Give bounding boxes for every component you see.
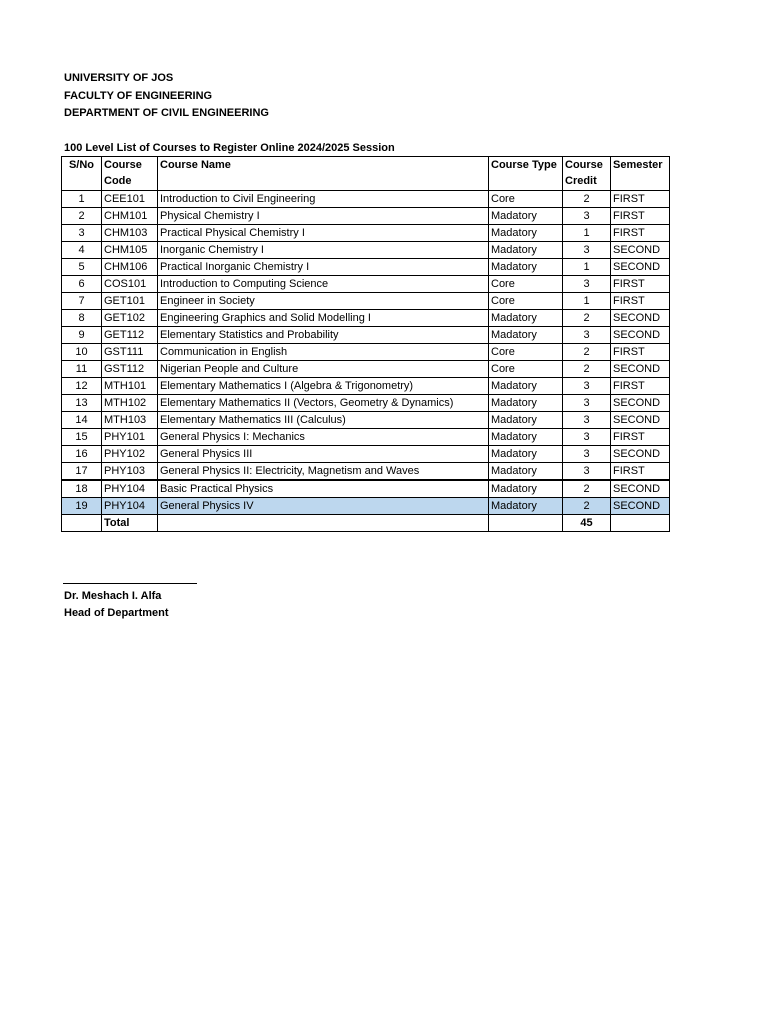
cell-course-code: PHY104	[102, 498, 158, 515]
total-label: Total	[102, 515, 158, 532]
cell-course-name: Physical Chemistry I	[158, 208, 489, 225]
cell-semester: FIRST	[611, 208, 670, 225]
col-header-semester: Semester	[611, 157, 670, 191]
total-empty-type	[489, 515, 563, 532]
total-empty-name	[158, 515, 489, 532]
cell-sno: 7	[62, 293, 102, 310]
cell-course-credit: 1	[563, 259, 611, 276]
cell-course-name: Elementary Mathematics I (Algebra & Trigonometry)	[158, 378, 489, 395]
table-row	[62, 242, 670, 259]
cell-course-credit: 2	[563, 361, 611, 378]
cell-course-credit: 3	[563, 327, 611, 344]
table-row	[62, 446, 670, 463]
table-row	[62, 327, 670, 344]
cell-course-type: Core	[489, 293, 563, 310]
cell-course-code: CHM106	[102, 259, 158, 276]
table-row	[62, 378, 670, 395]
cell-semester: FIRST	[611, 463, 670, 481]
cell-semester: SECOND	[611, 361, 670, 378]
cell-course-type: Core	[489, 344, 563, 361]
cell-course-credit: 3	[563, 463, 611, 481]
cell-course-name: Inorganic Chemistry I	[158, 242, 489, 259]
table-row	[62, 293, 670, 310]
cell-course-credit: 2	[563, 191, 611, 208]
cell-course-code: COS101	[102, 276, 158, 293]
cell-course-code: MTH103	[102, 412, 158, 429]
cell-course-type: Madatory	[489, 310, 563, 327]
table-row	[62, 259, 670, 276]
cell-course-name: Elementary Mathematics II (Vectors, Geometry & Dynamics)	[158, 395, 489, 412]
cell-course-code: MTH102	[102, 395, 158, 412]
col-header-course-code: Course Code	[102, 157, 158, 191]
table-row	[62, 498, 670, 515]
cell-semester: SECOND	[611, 310, 670, 327]
list-title: 100 Level List of Courses to Register Online 2024/2025 Session	[64, 142, 395, 154]
cell-sno: 14	[62, 412, 102, 429]
university-name: UNIVERSITY OF JOS	[64, 72, 174, 84]
cell-course-type: Core	[489, 361, 563, 378]
cell-sno: 8	[62, 310, 102, 327]
cell-course-name: General Physics II: Electricity, Magnetism and Waves	[158, 463, 489, 481]
cell-course-name: General Physics III	[158, 446, 489, 463]
cell-semester: FIRST	[611, 276, 670, 293]
total-credit: 45	[563, 515, 611, 532]
cell-course-type: Madatory	[489, 463, 563, 481]
cell-semester: FIRST	[611, 293, 670, 310]
cell-course-name: Communication in English	[158, 344, 489, 361]
cell-course-credit: 3	[563, 208, 611, 225]
cell-sno: 11	[62, 361, 102, 378]
table-row	[62, 208, 670, 225]
cell-sno: 17	[62, 463, 102, 481]
cell-course-type: Madatory	[489, 498, 563, 515]
cell-sno: 1	[62, 191, 102, 208]
cell-course-credit: 1	[563, 225, 611, 242]
cell-course-type: Core	[489, 191, 563, 208]
table-row	[62, 276, 670, 293]
cell-course-code: PHY101	[102, 429, 158, 446]
table-row	[62, 225, 670, 242]
cell-course-type: Madatory	[489, 327, 563, 344]
cell-course-code: GET112	[102, 327, 158, 344]
cell-course-name: Practical Inorganic Chemistry I	[158, 259, 489, 276]
cell-course-credit: 2	[563, 480, 611, 498]
cell-course-name: Elementary Statistics and Probability	[158, 327, 489, 344]
table-row	[62, 429, 670, 446]
cell-course-type: Madatory	[489, 480, 563, 498]
cell-semester: SECOND	[611, 498, 670, 515]
cell-course-name: Practical Physical Chemistry I	[158, 225, 489, 242]
cell-course-code: PHY104	[102, 480, 158, 498]
cell-semester: SECOND	[611, 412, 670, 429]
cell-course-type: Madatory	[489, 395, 563, 412]
table-row	[62, 395, 670, 412]
cell-course-code: PHY102	[102, 446, 158, 463]
cell-course-code: CHM103	[102, 225, 158, 242]
col-header-sno: S/No	[62, 157, 102, 191]
table-row	[62, 191, 670, 208]
cell-semester: FIRST	[611, 191, 670, 208]
cell-sno: 4	[62, 242, 102, 259]
cell-course-code: CHM105	[102, 242, 158, 259]
cell-course-type: Madatory	[489, 225, 563, 242]
cell-course-name: Introduction to Computing Science	[158, 276, 489, 293]
department-name: DEPARTMENT OF CIVIL ENGINEERING	[64, 107, 269, 119]
cell-course-type: Madatory	[489, 378, 563, 395]
table-row	[62, 463, 670, 481]
cell-course-type: Madatory	[489, 429, 563, 446]
cell-course-name: Engineer in Society	[158, 293, 489, 310]
cell-course-credit: 3	[563, 378, 611, 395]
cell-sno: 10	[62, 344, 102, 361]
cell-course-code: GET101	[102, 293, 158, 310]
cell-sno: 2	[62, 208, 102, 225]
cell-course-name: Basic Practical Physics	[158, 480, 489, 498]
table-header-row	[62, 157, 670, 191]
cell-course-code: GST112	[102, 361, 158, 378]
cell-semester: SECOND	[611, 242, 670, 259]
cell-sno: 12	[62, 378, 102, 395]
cell-semester: FIRST	[611, 344, 670, 361]
table-row	[62, 344, 670, 361]
cell-course-name: General Physics I: Mechanics	[158, 429, 489, 446]
cell-sno: 16	[62, 446, 102, 463]
cell-course-name: Elementary Mathematics III (Calculus)	[158, 412, 489, 429]
cell-semester: FIRST	[611, 378, 670, 395]
cell-sno: 15	[62, 429, 102, 446]
course-table	[61, 156, 670, 532]
cell-course-name: Nigerian People and Culture	[158, 361, 489, 378]
cell-course-credit: 2	[563, 344, 611, 361]
cell-course-code: GST111	[102, 344, 158, 361]
table-row	[62, 480, 670, 498]
cell-course-credit: 2	[563, 310, 611, 327]
cell-sno: 19	[62, 498, 102, 515]
cell-semester: SECOND	[611, 395, 670, 412]
cell-course-code: MTH101	[102, 378, 158, 395]
cell-course-credit: 2	[563, 498, 611, 515]
cell-course-credit: 1	[563, 293, 611, 310]
table-row	[62, 310, 670, 327]
cell-sno: 3	[62, 225, 102, 242]
cell-semester: FIRST	[611, 225, 670, 242]
course-rows	[62, 191, 670, 515]
cell-course-credit: 3	[563, 242, 611, 259]
cell-sno: 6	[62, 276, 102, 293]
cell-course-credit: 3	[563, 276, 611, 293]
cell-course-code: CEE101	[102, 191, 158, 208]
cell-semester: SECOND	[611, 327, 670, 344]
cell-course-name: General Physics IV	[158, 498, 489, 515]
cell-semester: SECOND	[611, 259, 670, 276]
cell-course-type: Madatory	[489, 242, 563, 259]
col-header-course-type: Course Type	[489, 157, 563, 191]
cell-course-name: Introduction to Civil Engineering	[158, 191, 489, 208]
faculty-name: FACULTY OF ENGINEERING	[64, 90, 213, 102]
total-empty-sno	[62, 515, 102, 532]
cell-course-code: PHY103	[102, 463, 158, 481]
cell-course-type: Madatory	[489, 208, 563, 225]
cell-course-type: Core	[489, 276, 563, 293]
cell-sno: 18	[62, 480, 102, 498]
cell-semester: SECOND	[611, 480, 670, 498]
cell-sno: 5	[62, 259, 102, 276]
signatory-title: Head of Department	[64, 607, 169, 619]
cell-course-credit: 3	[563, 395, 611, 412]
cell-course-credit: 3	[563, 446, 611, 463]
total-empty-semester	[611, 515, 670, 532]
table-row	[62, 361, 670, 378]
cell-course-code: CHM101	[102, 208, 158, 225]
cell-course-name: Engineering Graphics and Solid Modelling I	[158, 310, 489, 327]
cell-course-type: Madatory	[489, 412, 563, 429]
total-row	[62, 515, 670, 532]
cell-course-type: Madatory	[489, 446, 563, 463]
cell-sno: 13	[62, 395, 102, 412]
cell-course-type: Madatory	[489, 259, 563, 276]
signatory-name: Dr. Meshach I. Alfa	[64, 590, 162, 602]
table-row	[62, 412, 670, 429]
cell-semester: SECOND	[611, 446, 670, 463]
cell-semester: FIRST	[611, 429, 670, 446]
cell-course-code: GET102	[102, 310, 158, 327]
cell-course-credit: 3	[563, 429, 611, 446]
cell-course-credit: 3	[563, 412, 611, 429]
cell-sno: 9	[62, 327, 102, 344]
signature-line	[63, 583, 197, 584]
col-header-course-credit: Course Credit	[563, 157, 611, 191]
col-header-course-name: Course Name	[158, 157, 489, 191]
